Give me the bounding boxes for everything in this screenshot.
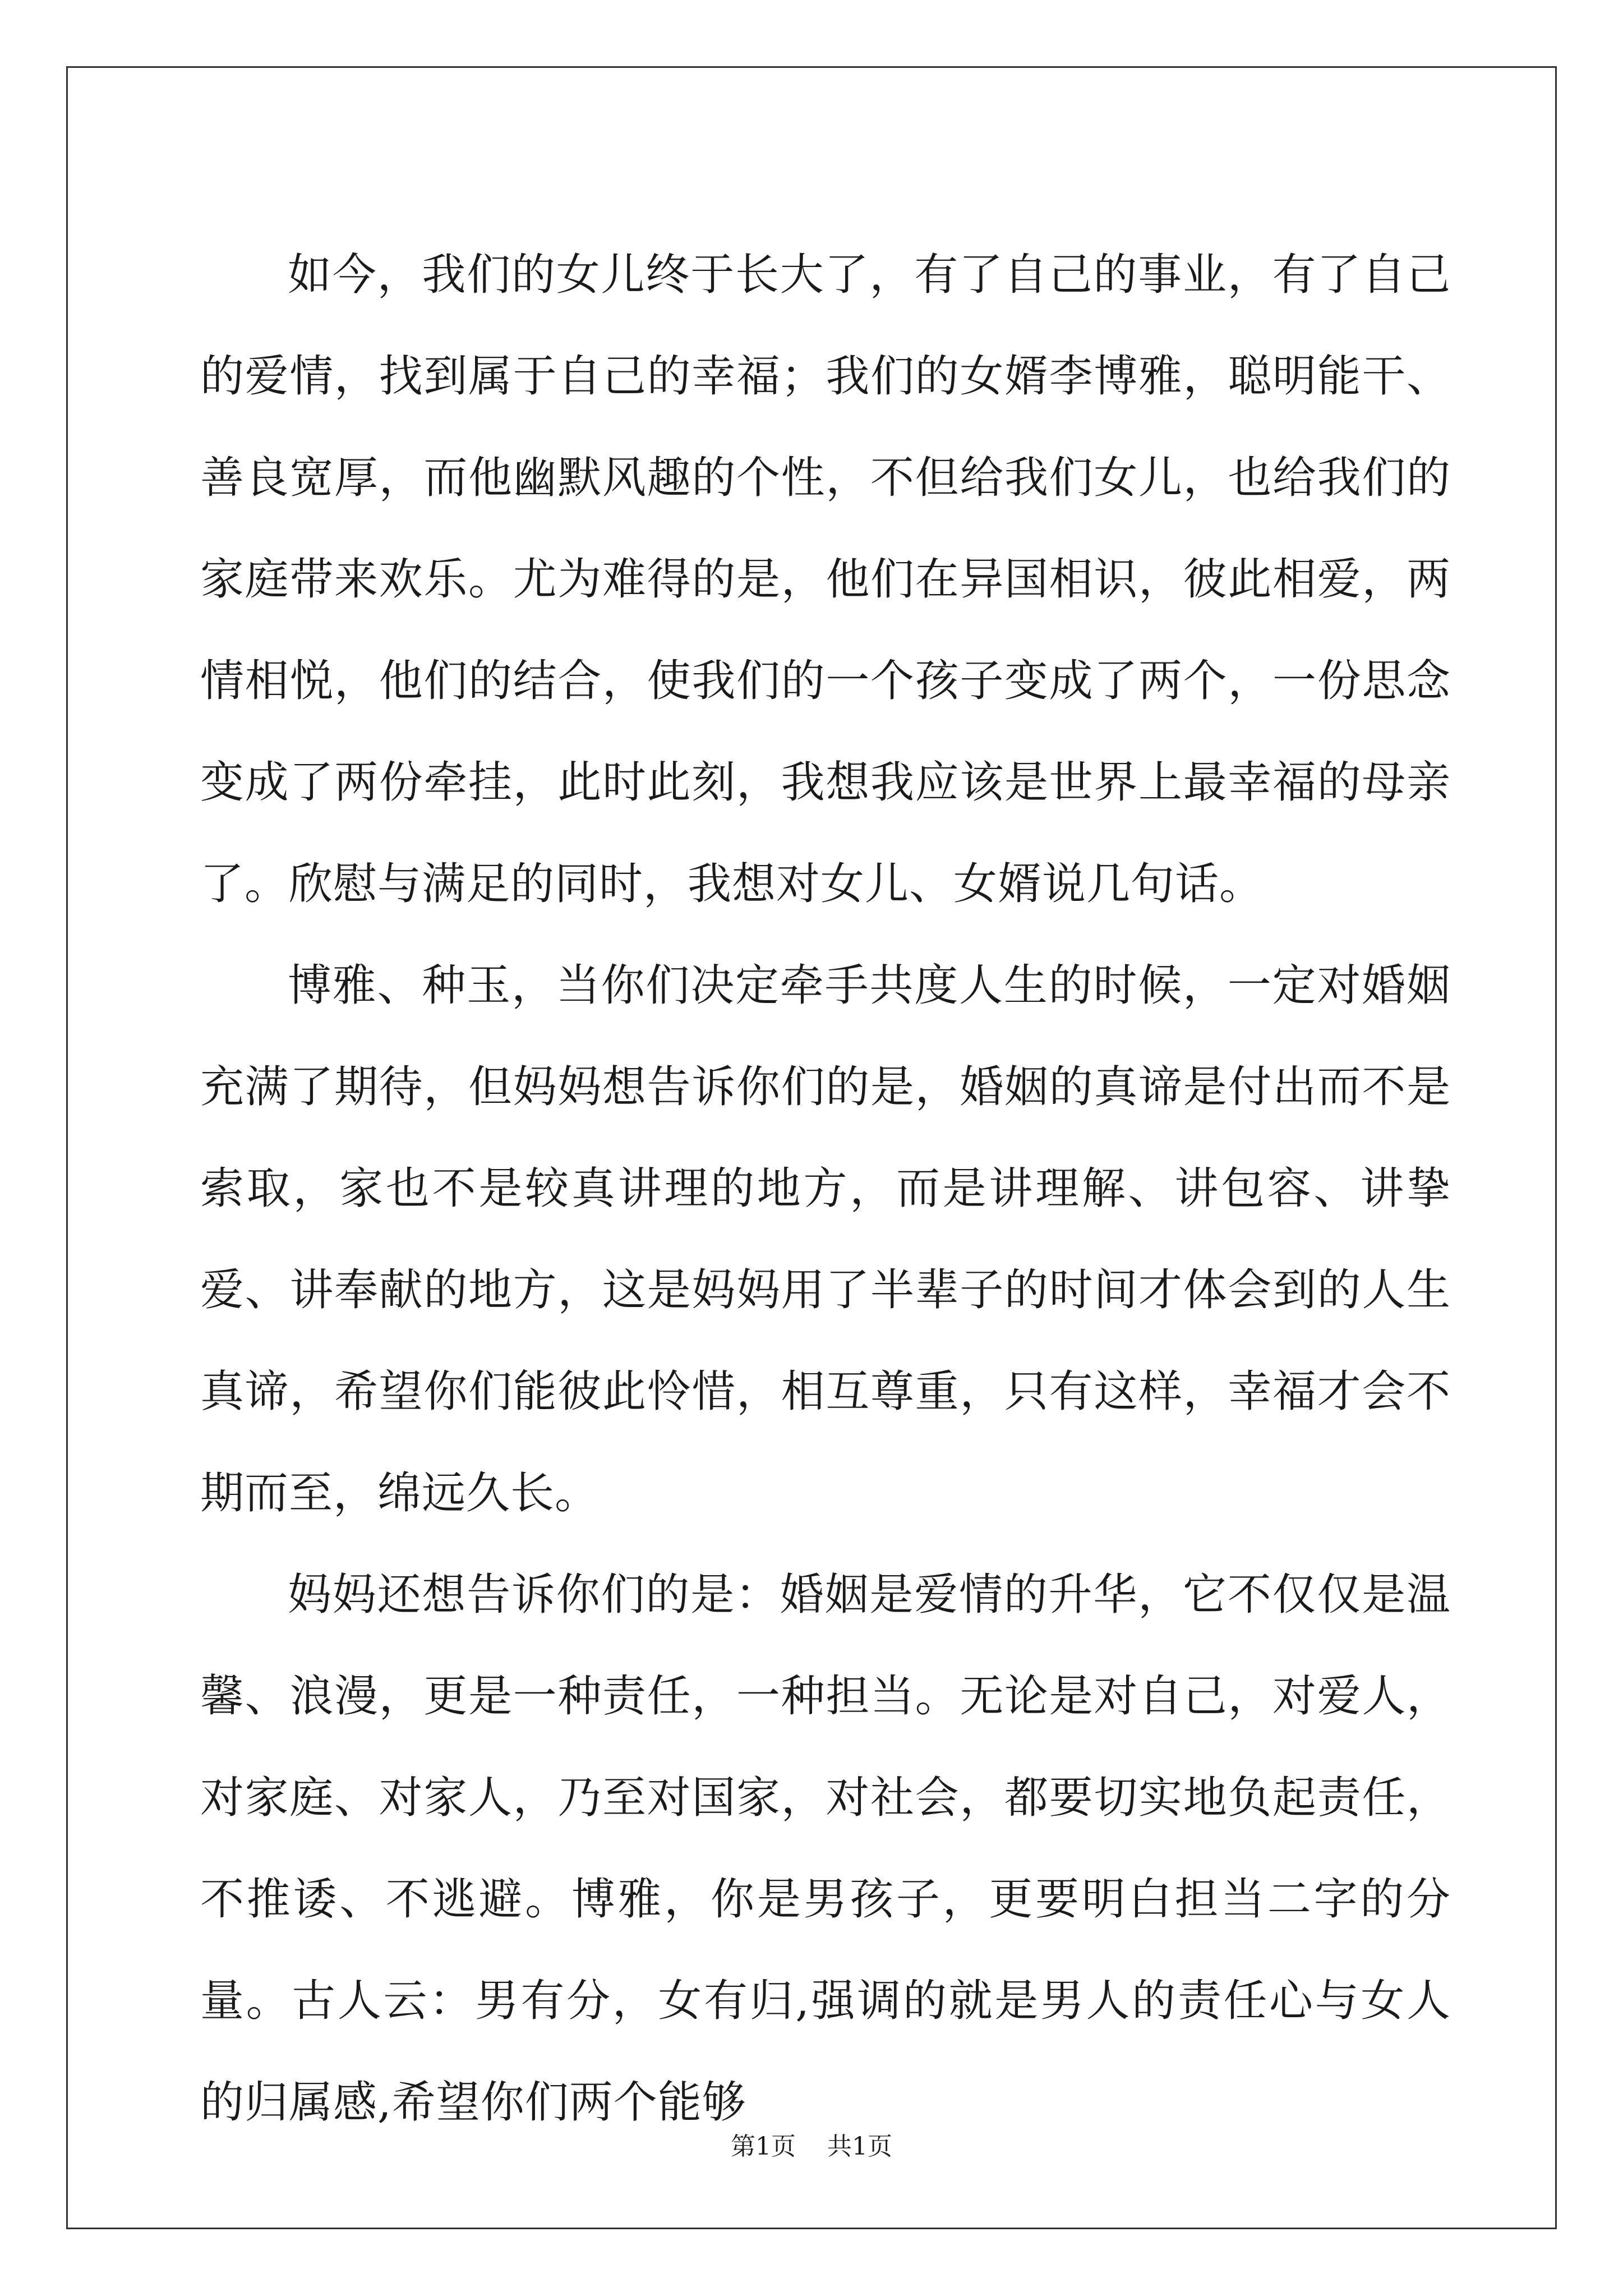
- paragraph-1: 如今，我们的女儿终于长大了，有了自己的事业，有了自己的爱情，找到属于自己的幸福；我们的女婿李博雅，聪明能干、善良宽厚，而他幽默风趣的个性，不但给我们女儿，也给我们的家庭带来欢乐。尤为难得的是，他们在异国相识，彼此相爱，两情相悦，他们的结合，使我们的一个孩子变成了两个，一份思念变成了两份牵挂，此时此刻，我想我应该是世界上最幸福的母亲了。欣慰与满足的同时，我想对女儿、女婿说几句话。: [200, 250, 1451, 909]
- paragraph-2: 博雅、种玉，当你们决定牵手共度人生的时候，一定对婚姻充满了期待，但妈妈想告诉你们的是，婚姻的真谛是付出而不是索取，家也不是较真讲理的地方，而是讲理解、讲包容、讲挚爱、讲奉献的地方，这是妈妈用了半辈子的时间才体会到的人生真谛，希望你们能彼此怜惜，相互尊重，只有这样，幸福才会不期而至，绵远久长。: [200, 960, 1451, 1519]
- document-body: [200, 224, 1451, 2154]
- page-number: 第1页: [731, 2132, 796, 2161]
- page-footer: [0, 2126, 1623, 2162]
- paragraph-3: 妈妈还想告诉你们的是：婚姻是爱情的升华，它不仅仅是温馨、浪漫，更是一种责任，一种担当。无论是对自己，对爱人，对家庭、对家人，乃至对国家，对社会，都要切实地负起责任，不推诿、不逃避。博雅，你是男孩子，更要明白担当二字的分量。古人云：男有分，女有归,强调的就是男人的责任心与女人的归属感,希望你们两个能够: [200, 1570, 1451, 2128]
- page-total: 共1页: [827, 2132, 892, 2161]
